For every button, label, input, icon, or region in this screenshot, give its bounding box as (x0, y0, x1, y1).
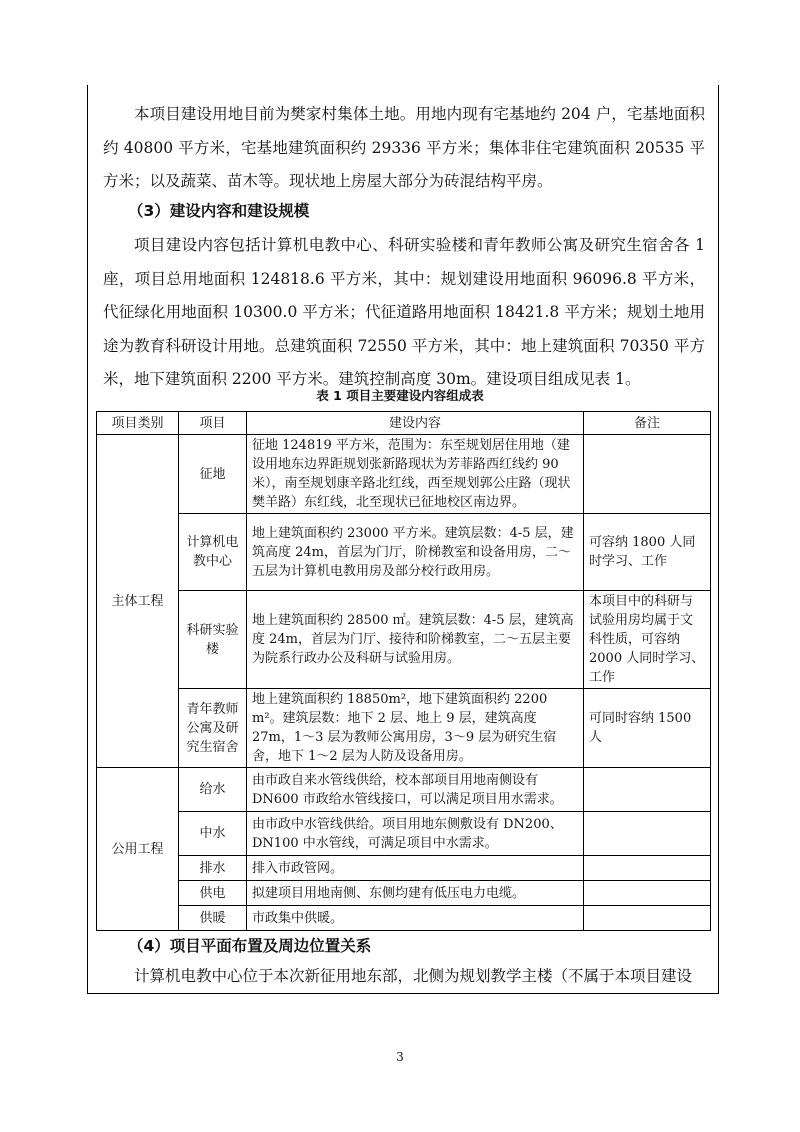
heading-layout: （4）项目平面布置及周边位置关系 (128, 937, 372, 955)
note-cell: 本项目中的科研与试验用房均属于文科性质，可容纳 2000 人同时学习、工作 (584, 591, 711, 689)
item-cell: 供电 (179, 881, 247, 906)
note-cell: 可同时容纳 1500 人 (584, 689, 711, 768)
note-cell (584, 856, 711, 881)
category-main: 主体工程 (97, 435, 179, 768)
note-cell (584, 812, 711, 856)
content-cell: 拟建项目用地南侧、东侧均建有低压电力电缆。 (247, 881, 584, 906)
table-row (97, 689, 711, 768)
content-cell: 地上建筑面积约 18850m²，地下建筑面积约 2200 m²。建筑层数：地下 2 层、地上 9 层，建筑高度 27m，1～3 层为教师公寓用房，3～9 层为研究生宿舍，地下 1～2 层为人防及设备用房。 (247, 689, 584, 768)
table-row (97, 906, 711, 931)
header-category: 项目类别 (97, 412, 179, 435)
item-cell: 青年教师公寓及研究生宿舍 (179, 689, 247, 768)
paragraph-land-status: 本项目建设用地目前为樊家村集体土地。用地内现有宅基地约 204 户，宅基地面积约 40800 平方米，宅基地建筑面积约 29336 平方米；集体非住宅建筑面积 20535 平方米；以及蔬菜、苗木等。现状地上房屋大部分为砖混结构平房。 (103, 105, 705, 190)
content-cell: 市政集中供暖。 (247, 906, 584, 931)
note-cell (584, 768, 711, 812)
paragraph-construction-scope: 项目建设内容包括计算机电教中心、科研实验楼和青年教师公寓及研究生宿舍各 1 座，项目总用地面积 124818.6 平方米，其中：规划建设用地面积 96096.8 平方米，代征绿化用地面积 10300.0 平方米；代征道路用地面积 18421.8 平方米；规划土地用途为教育科研设计用地。总建筑面积 72550 平方米，其中：地上建筑面积 70350 平方米，地下建筑面积 2200 平方米。建筑控制高度 30m。建设项目组成见表 1。 (103, 236, 705, 388)
content-cell: 由市政中水管线供给。项目用地东侧敷设有 DN200、DN100 中水管线，可满足项目中水需求。 (247, 812, 584, 856)
table-header-row (97, 412, 711, 435)
note-cell (584, 906, 711, 931)
header-item: 项目 (179, 412, 247, 435)
table-row (97, 812, 711, 856)
content-cell: 地上建筑面积约 23000 平方米。建筑层数：4-5 层，建筑高度 24m，首层为门厅，阶梯教室和设备用房，二～五层为计算机电教用房及部分校行政用房。 (247, 514, 584, 591)
header-note: 备注 (584, 412, 711, 435)
page-number: 3 (396, 1050, 404, 1064)
item-cell: 排水 (179, 856, 247, 881)
table-row (97, 768, 711, 812)
table-row (97, 591, 711, 689)
item-cell: 中水 (179, 812, 247, 856)
content-cell: 排入市政管网。 (247, 856, 584, 881)
content-cell: 征地 124819 平方米，范围为：东至规划居住用地（建设用地东边界距规划张新路现状为芳菲路西红线约 90 米），南至规划康辛路北红线，西至规划郭公庄路（现状樊羊路）东红线，北至现状已征地校区南边界。 (247, 435, 584, 514)
construction-table (96, 411, 711, 931)
note-cell: 可容纳 1800 人同时学习、工作 (584, 514, 711, 591)
table-row (97, 881, 711, 906)
table-caption: 表 1 项目主要建设内容组成表 (316, 388, 484, 403)
table-row (97, 514, 711, 591)
item-cell: 计算机电教中心 (179, 514, 247, 591)
table-row (97, 856, 711, 881)
note-cell (584, 435, 711, 514)
content-cell: 由市政自来水管线供给，校本部项目用地南侧设有 DN600 市政给水管线接口，可以满足项目用水需求。 (247, 768, 584, 812)
header-content: 建设内容 (247, 412, 584, 435)
item-cell: 供暖 (179, 906, 247, 931)
paragraph-layout: 计算机电教中心位于本次新征用地东部，北侧为规划教学主楼（不属于本项目建设 (134, 967, 693, 985)
item-cell: 给水 (179, 768, 247, 812)
category-public: 公用工程 (97, 768, 179, 931)
item-cell: 征地 (179, 435, 247, 514)
note-cell (584, 881, 711, 906)
item-cell: 科研实验楼 (179, 591, 247, 689)
content-cell: 地上建筑面积约 28500 ㎡。建筑层数：4-5 层，建筑高度 24m，首层为门厅、接待和阶梯教室，二～五层主要为院系行政办公及科研与试验用房。 (247, 591, 584, 689)
heading-construction-scale: （3）建设内容和建设规模 (128, 202, 310, 220)
table-row (97, 435, 711, 514)
